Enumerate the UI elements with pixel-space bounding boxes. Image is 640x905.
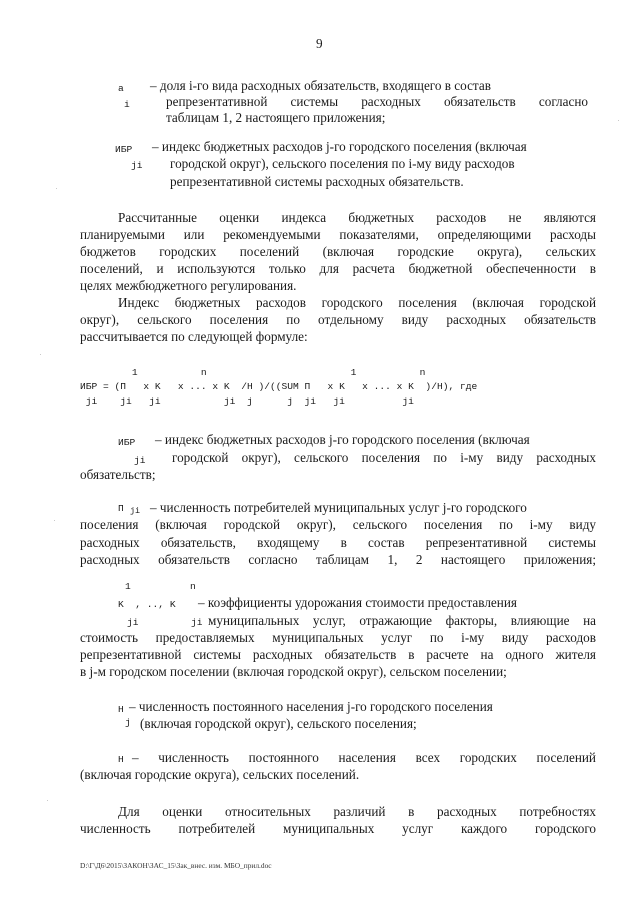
para2-line-3: рассчитывается по следующей формуле: bbox=[80, 329, 308, 344]
para1-line-4: поселений, и используются только для расчета бюджетной обеспеченности в bbox=[80, 261, 596, 276]
def-p-line-3: расходных обязательств, входящему в состав репрезентативной системы bbox=[80, 535, 596, 550]
symbol-h: Н bbox=[118, 754, 124, 765]
def-p-line-2: поселения (включая городской округ), сельского поселения по i-му виду bbox=[80, 517, 596, 532]
para1-line-5: целях межбюджетного регулирования. bbox=[80, 278, 297, 293]
symbol-ibr: ИБР bbox=[115, 144, 133, 155]
symbol-k-subscript-1: ji bbox=[127, 617, 139, 628]
symbol-ibr-subscript: ji bbox=[131, 160, 143, 171]
def-k-line-4: репрезентативной системы расходных обязательств в расчете на одного жителя bbox=[80, 647, 596, 662]
def-ibr2-line-2: городской округ), сельского поселения по i-му виду расходных bbox=[172, 450, 596, 465]
symbol-k: K , .., K bbox=[118, 599, 176, 610]
def-hj-line-2: (включая городской округ), сельского поселения; bbox=[140, 716, 417, 731]
formula-superscripts: 1 n 1 n bbox=[80, 367, 426, 378]
def-h-line-1: – численность постоянного населения всех городских поселений bbox=[132, 750, 596, 765]
def-hj-line-1: – численность постоянного населения j-го городского поселения bbox=[129, 699, 493, 714]
def-k-line-5: в j-м городском поселении (включая городской округ), сельском поселении; bbox=[80, 664, 507, 679]
scan-speck bbox=[618, 120, 619, 121]
def-a-line-1: – доля i-го вида расходных обязательств, входящего в состав bbox=[150, 78, 491, 93]
symbol-p: П bbox=[118, 503, 124, 514]
symbol-a-subscript: i bbox=[124, 99, 130, 110]
def-a-line-3: таблицам 1, 2 настоящего приложения; bbox=[166, 110, 386, 125]
symbol-ibr-2-subscript: ji bbox=[134, 455, 146, 466]
scan-speck bbox=[40, 354, 41, 355]
symbol-ibr-2: ИБР bbox=[118, 437, 136, 448]
formula-subscripts: ji ji ji ji j j ji ji ji bbox=[80, 396, 414, 407]
para1-line-2: планируемыми или рекомендуемыми показателями, определяющими расходы bbox=[80, 227, 596, 242]
def-ibr2-line-1: – индекс бюджетных расходов j-го городского поселения (включая bbox=[155, 432, 530, 447]
def-p-line-4: расходных обязательств согласно таблицам 1, 2 настоящего приложения; bbox=[80, 552, 596, 567]
scan-speck bbox=[56, 188, 57, 189]
def-ibr-line-1: – индекс бюджетных расходов j-го городского поселения (включая bbox=[152, 139, 527, 154]
file-path-footer: D:\Г\Д6\2015\ЗАКОН\ЗАС_15\Зак_внес. изм. МБО_прил.doc bbox=[80, 861, 272, 870]
def-h-line-2: (включая городские округа), сельских поселений. bbox=[80, 767, 360, 782]
formula-main: ИБР = (П x K x ... x K /Н )/((SUM П x K x ... x K )/Н), где bbox=[80, 381, 478, 392]
page-number: 9 bbox=[316, 36, 323, 51]
symbol-k-sup-1: 1 bbox=[125, 581, 131, 592]
def-ibr2-line-3: обязательств; bbox=[80, 467, 156, 482]
para2-line-1: Индекс бюджетных расходов городского поселения (включая городской bbox=[118, 295, 596, 310]
para3-line-2: численность потребителей муниципальных услуг каждого городского bbox=[80, 821, 596, 836]
def-a-line-2: репрезентативной системы расходных обязательств согласно bbox=[166, 94, 588, 109]
symbol-k-sup-n: n bbox=[190, 581, 196, 592]
def-ibr-line-3: репрезентативной системы расходных обязательств. bbox=[170, 174, 464, 189]
def-ibr-line-2: городской округ), сельского поселения по i-му виду расходов bbox=[170, 156, 515, 171]
symbol-k-subscript-2: ji bbox=[191, 617, 203, 628]
symbol-hj: Н bbox=[118, 704, 124, 715]
symbol-hj-subscript: j bbox=[125, 717, 131, 728]
def-k-line-1: – коэффициенты удорожания стоимости предоставления bbox=[198, 595, 517, 610]
scan-speck bbox=[47, 800, 48, 801]
symbol-p-subscript: ji bbox=[130, 506, 141, 516]
def-k-line-2: муниципальных услуг, отражающие факторы, влияющие на bbox=[208, 613, 596, 628]
para1-line-3: бюджетов городских поселений (включая городские округа), сельских bbox=[80, 244, 596, 259]
para3-line-1: Для оценки относительных различий в расходных потребностях bbox=[118, 804, 596, 819]
para2-line-2: округ), сельского поселения по отдельному виду расходных обязательств bbox=[80, 312, 596, 327]
def-k-line-3: стоимость предоставляемых муниципальных услуг по i-му виду расходов bbox=[80, 630, 596, 645]
def-p-line-1: – численность потребителей муниципальных услуг j-го городского bbox=[150, 500, 527, 515]
symbol-a: a bbox=[118, 83, 124, 94]
para1-line-1: Рассчитанные оценки индекса бюджетных расходов не являются bbox=[118, 210, 596, 225]
scan-speck bbox=[54, 520, 55, 521]
